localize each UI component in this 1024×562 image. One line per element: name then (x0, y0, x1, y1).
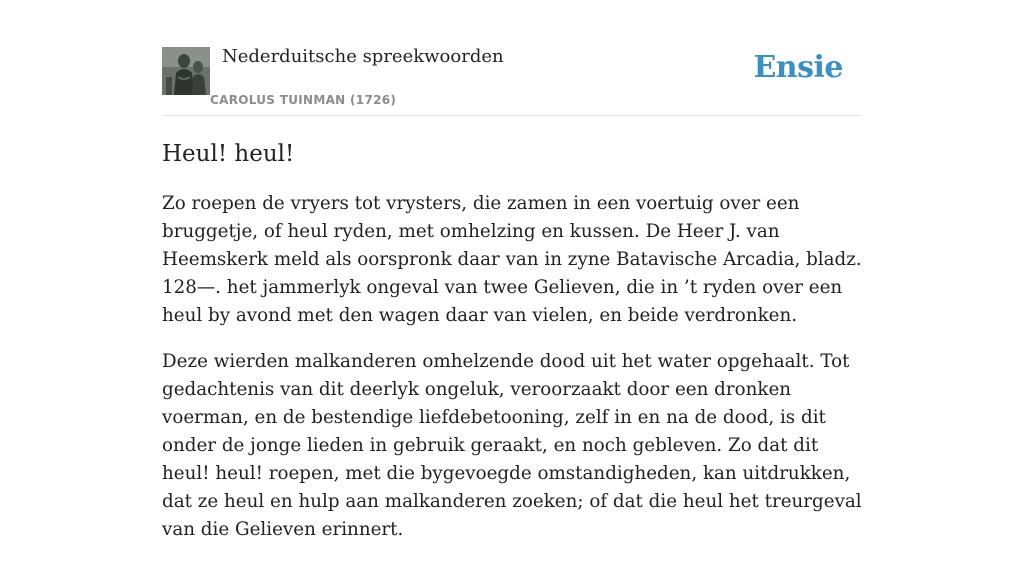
author-name[interactable]: CAROLUS TUINMAN (1726) (210, 93, 397, 107)
entry-title: Heul! heul! (162, 141, 295, 167)
statue-portrait-icon (162, 47, 210, 95)
entry-paragraph: Zo roepen de vryers tot vrysters, die zamen in een voertuig over een bruggetje, of heul ryden, met omhelzing en kussen. De Heer J. van Heemskerk meld als oorspronk daar van in zyne Batavische Arcadia, bladz. 128—. het jammerlyk ongeval van twee Gelieven, die in ’t ryden over een heul by avond met den wagen daar van vielen, en beide verdronken. (162, 193, 862, 326)
book-header (162, 44, 862, 116)
ensie-logo[interactable]: Ensie (753, 50, 843, 85)
author-avatar[interactable] (162, 47, 210, 95)
book-title[interactable]: Nederduitsche spreekwoorden (222, 46, 504, 67)
entry-paragraph: Deze wierden malkanderen omhelzende dood uit het water opgehaalt. Tot gedachtenis van dit deerlyk ongeluk, veroorzaakt door een dronken voerman, en de bestendige liefdebetooning, zelf in en na de dood, is dit onder de jonge lieden in gebruik geraakt, en noch gebleven. Zo dat dit heul! heul! roepen, met die bygevoegde omstandigheden, kan uitdrukken, dat ze heul en hulp aan malkanderen zoeken; of dat die heul het treurgeval van die Gelieven erinnert. (162, 351, 862, 540)
entry-content (162, 138, 862, 562)
